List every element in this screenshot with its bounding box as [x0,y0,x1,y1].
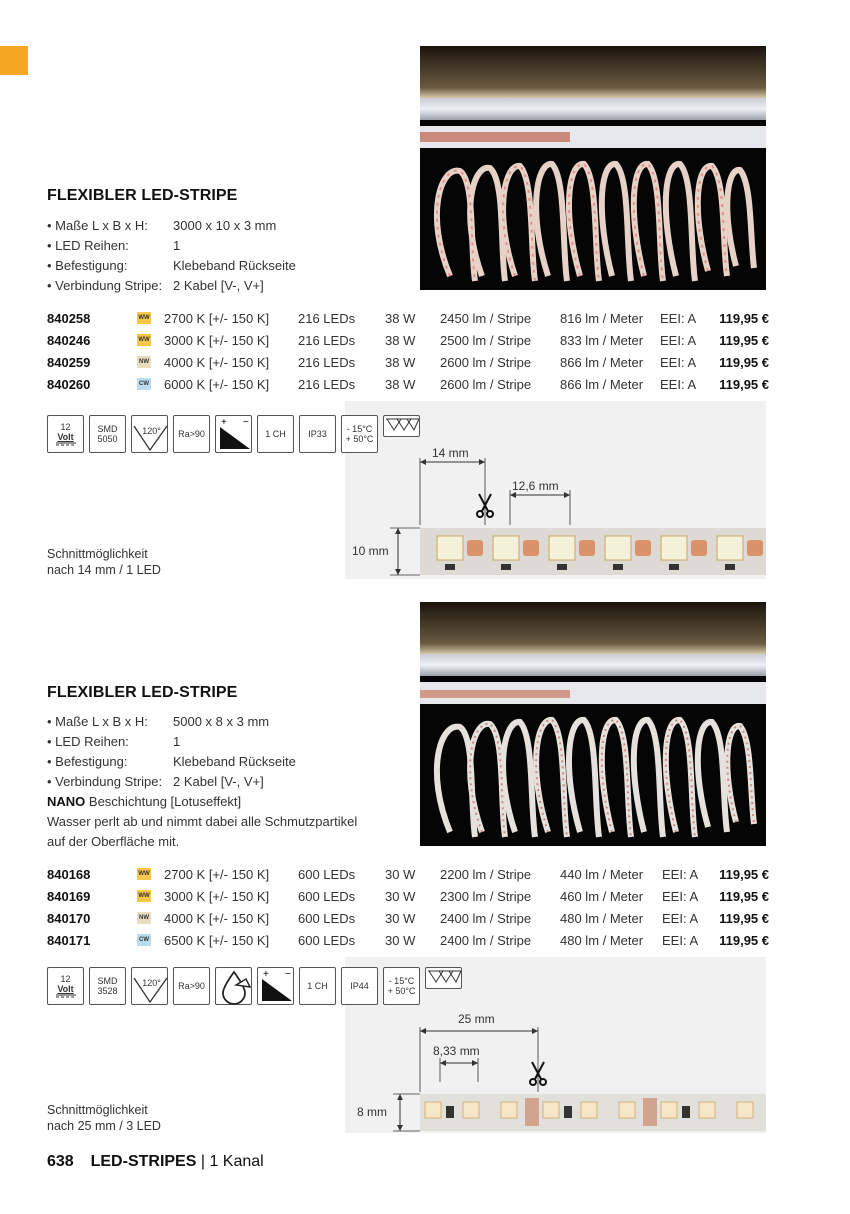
led-count: 216 LEDs [298,377,356,392]
wattage: 38 W [385,355,416,370]
flux-meter: 833 lm / Meter [560,333,644,348]
flux-meter: 480 lm / Meter [560,933,644,948]
nano-label: NANO [47,794,86,809]
color-temperature: 3000 K [+/- 150 K] [164,333,270,348]
flux-stripe: 2400 lm / Stripe [440,911,532,926]
price: 119,95 € [719,377,769,392]
color-badge-ww: WW [137,868,151,880]
cut-note-line: Schnittmöglichkeit [47,547,148,561]
energy-class: EEI: A [660,311,697,326]
cut-note-line: nach 25 mm / 3 LED [47,1119,161,1133]
price: 119,95 € [719,333,769,348]
cut-note-1 [47,546,161,578]
color-temperature: 3000 K [+/- 150 K] [164,889,270,904]
dimension-spacing-label: 12,6 mm [512,479,559,493]
color-temperature: 6000 K [+/- 150 K] [164,377,270,392]
cut-note-line: Schnittmöglichkeit [47,1103,148,1117]
product-photo-2 [420,602,766,846]
price: 119,95 € [719,355,769,370]
energy-class: EEI: A [660,333,697,348]
spec-value: 3000 x 10 x 3 mm [173,218,277,233]
spec-key: • Verbindung Stripe: [47,278,163,293]
dimension-pitch-label: 14 mm [432,446,469,460]
led-count: 216 LEDs [298,355,356,370]
energy-class: EEI: A [662,889,699,904]
led-count: 216 LEDs [298,333,356,348]
flux-stripe: 2600 lm / Stripe [440,377,532,392]
spec-key: • Befestigung: [47,258,128,273]
section-2-title: FLEXIBLER LED-STRIPE [47,684,238,701]
color-badge-ww: WW [137,334,151,346]
page-number: 638 [47,1153,74,1170]
footer-subsection: 1 Kanal [209,1153,264,1170]
mounting-surface-icon [425,967,462,989]
dimension-pitch-label: 25 mm [458,1012,495,1026]
spec-value: 1 [173,238,181,253]
section-2-product-table [47,864,769,952]
table-row [47,352,769,374]
wattage: 30 W [385,933,416,948]
led-count: 600 LEDs [298,889,356,904]
color-badge-cw: CW [137,378,151,390]
price: 119,95 € [719,311,769,326]
led-count: 600 LEDs [298,911,356,926]
spec-key: • Maße L x B x H: [47,714,148,729]
energy-class: EEI: A [662,933,699,948]
color-temperature: 6500 K [+/- 150 K] [164,933,270,948]
nano-line [47,792,407,812]
color-badge-cw: CW [137,934,151,946]
spec-key: • LED Reihen: [47,734,129,749]
temperature-range-icon: - 15°C + 50°C [383,967,420,1005]
svg-text:+: + [263,969,269,980]
ip-rating-icon: IP33 [299,415,336,453]
flux-stripe: 2450 lm / Stripe [440,311,532,326]
section-2-description [47,792,407,852]
volt-icon: 12 Volt [47,415,84,453]
color-temperature: 4000 K [+/- 150 K] [164,911,270,926]
table-row [47,308,769,330]
temperature-range-icon: - 15°C + 50°C [341,415,378,453]
price: 119,95 € [719,911,769,926]
smd-icon: SMD 5050 [89,415,126,453]
color-badge-ww: WW [137,890,151,902]
page-footer [47,1153,264,1171]
price: 119,95 € [719,867,769,882]
cri-icon: Ra>90 [173,967,210,1005]
article-number: 840260 [47,377,91,392]
channel-icon: 1 CH [257,415,294,453]
wattage: 38 W [385,377,416,392]
spec-value: Klebeband Rückseite [173,754,296,769]
color-badge-ww: WW [137,312,151,324]
article-number: 840258 [47,311,91,326]
flux-meter: 480 lm / Meter [560,911,644,926]
spec-key: • Befestigung: [47,754,128,769]
section-2-feature-icons [47,967,467,1005]
dimension-width-label: 8 mm [357,1105,387,1119]
led-count: 600 LEDs [298,867,356,882]
svg-text:−: − [243,417,249,428]
nano-text: Beschichtung [Lotuseffekt] [85,794,242,809]
energy-class: EEI: A [662,911,699,926]
cri-icon: Ra>90 [173,415,210,453]
beam-angle-icon: 120° [131,415,168,453]
article-number: 840168 [47,867,91,882]
table-row [47,886,769,908]
cut-note-2 [47,1102,161,1134]
flux-stripe: 2400 lm / Stripe [440,933,532,948]
footer-section: LED-STRIPES [90,1153,197,1170]
description-line: Wasser perlt ab und nimmt dabei alle Schmutzpartikel [47,814,358,829]
description-line: auf der Oberfläche mit. [47,834,180,849]
svg-text:−: − [285,969,291,980]
price: 119,95 € [719,933,769,948]
dimmable-icon [215,415,252,453]
flux-meter: 816 lm / Meter [560,311,644,326]
led-count: 216 LEDs [298,311,356,326]
energy-class: EEI: A [660,377,697,392]
spec-value: 5000 x 8 x 3 mm [173,714,270,729]
chapter-tab [0,46,28,75]
section-1-title: FLEXIBLER LED-STRIPE [47,187,238,204]
wattage: 30 W [385,889,416,904]
wattage: 38 W [385,311,416,326]
flux-meter: 866 lm / Meter [560,377,644,392]
dimension-spacing-label: 8,33 mm [433,1044,480,1058]
dimmable-icon [257,967,294,1005]
dimension-width-label: 10 mm [352,544,389,558]
color-badge-nw: NW [137,356,151,368]
article-number: 840246 [47,333,91,348]
svg-text:+: + [221,417,227,428]
dimension-drawing-2 [345,1010,766,1135]
color-temperature: 2700 K [+/- 150 K] [164,311,270,326]
article-number: 840259 [47,355,91,370]
flux-meter: 460 lm / Meter [560,889,644,904]
flux-stripe: 2600 lm / Stripe [440,355,532,370]
ip-rating-icon: IP44 [341,967,378,1005]
color-badge-nw: NW [137,912,151,924]
wattage: 30 W [385,911,416,926]
color-temperature: 4000 K [+/- 150 K] [164,355,270,370]
wattage: 38 W [385,333,416,348]
mounting-surface-icon [383,415,420,437]
waterproof-drop-icon [215,967,252,1005]
dimension-drawing-1 [345,440,766,580]
table-row [47,864,769,886]
smd-icon: SMD 3528 [89,967,126,1005]
spec-key: • LED Reihen: [47,238,129,253]
table-row [47,330,769,352]
led-count: 600 LEDs [298,933,356,948]
channel-icon: 1 CH [299,967,336,1005]
table-row [47,908,769,930]
spec-key: • Maße L x B x H: [47,218,148,233]
table-row [47,374,769,396]
price: 119,95 € [719,889,769,904]
spec-value: 2 Kabel [V-, V+] [173,774,264,789]
beam-angle-icon: 120° [131,967,168,1005]
section-1-product-table [47,308,769,396]
article-number: 840169 [47,889,91,904]
flux-stripe: 2300 lm / Stripe [440,889,532,904]
energy-class: EEI: A [662,867,699,882]
flux-stripe: 2500 lm / Stripe [440,333,532,348]
table-row [47,930,769,952]
article-number: 840171 [47,933,91,948]
volt-icon: 12 Volt [47,967,84,1005]
flux-meter: 440 lm / Meter [560,867,644,882]
energy-class: EEI: A [660,355,697,370]
spec-value: 1 [173,734,181,749]
spec-value: Klebeband Rückseite [173,258,296,273]
wattage: 30 W [385,867,416,882]
spec-value: 2 Kabel [V-, V+] [173,278,264,293]
spec-key: • Verbindung Stripe: [47,774,163,789]
product-photo-1 [420,46,766,290]
footer-separator: | [196,1153,210,1170]
flux-stripe: 2200 lm / Stripe [440,867,532,882]
color-temperature: 2700 K [+/- 150 K] [164,867,270,882]
cut-note-line: nach 14 mm / 1 LED [47,563,161,577]
article-number: 840170 [47,911,91,926]
flux-meter: 866 lm / Meter [560,355,644,370]
